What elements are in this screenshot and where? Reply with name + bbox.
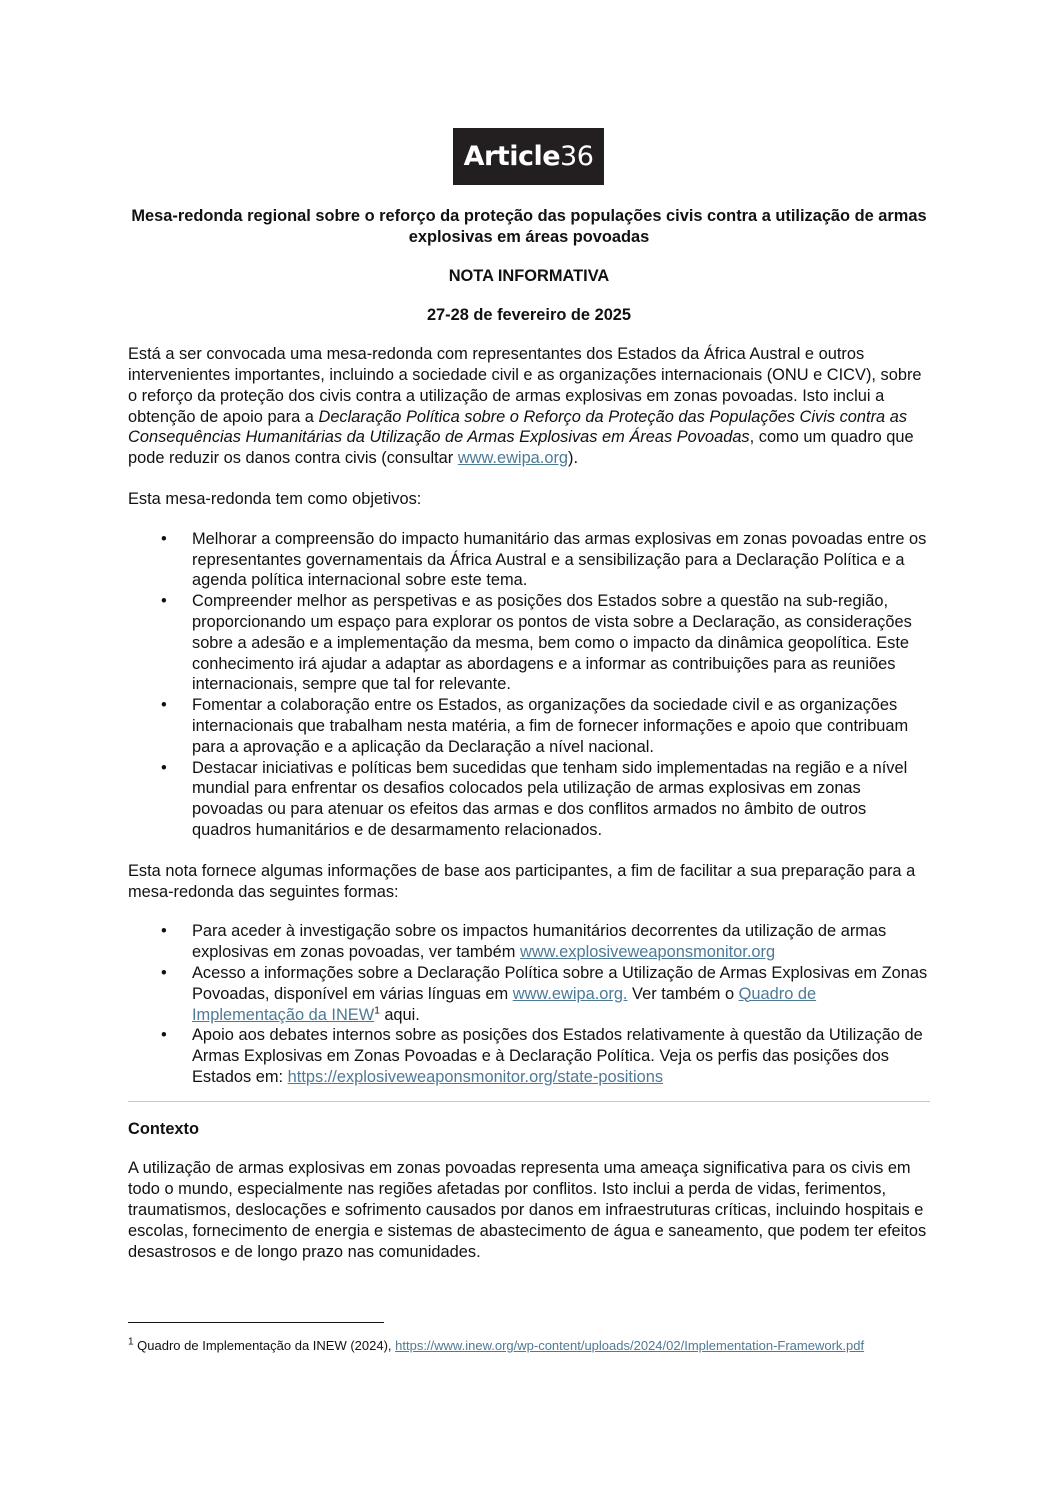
ewipa-link[interactable]: www.ewipa.org bbox=[457, 449, 569, 468]
resource-1-text: Para aceder à investigação sobre os impactos humanitários decorrentes da utilização de armas explosivas em zonas povoadas, ver também bbox=[192, 922, 887, 962]
document-title: Mesa-redonda regional sobre o reforço da proteção das populações civis contra a utilização de armas explosivas em áreas povoadas bbox=[131, 207, 927, 246]
list-item bbox=[128, 1025, 930, 1087]
resource-2-end: aqui. bbox=[379, 1005, 420, 1024]
state-positions-link[interactable]: https://explosiveweaponsmonitor.org/state-positions bbox=[287, 1067, 664, 1086]
inew-framework-link[interactable]: Quadro de Implementação da INEW bbox=[192, 984, 817, 1024]
ewipa-link-2[interactable]: www.ewipa.org. bbox=[512, 984, 628, 1003]
document-date: 27-28 de fevereiro de 2025 bbox=[426, 306, 632, 325]
resource-2-mid: Ver também o bbox=[627, 984, 739, 1003]
list-item: • Destacar iniciativas e políticas bem sucedidas que tenham sido implementadas na região e a nível mundial para enfrentar os desafios colocados pela utilização de armas explosivas em zonas povoadas ou para atenuar os efeitos das armas e dos conflitos armados no âmbito de outros quadros humanitários e de desarmamento relacionados. bbox=[128, 758, 930, 841]
objectives-lead: Esta mesa-redonda tem como objetivos: bbox=[128, 489, 422, 508]
note-lead: Esta nota fornece algumas informações de base aos participantes, a fim de facilitar a sua preparação para a mesa-redonda das seguintes formas: bbox=[128, 861, 916, 901]
resources-list bbox=[128, 921, 930, 1087]
logo-light-text: 36 bbox=[560, 141, 594, 172]
footnote-text: Quadro de Implementação da INEW (2024), bbox=[133, 1338, 396, 1353]
footnote-number: 1 bbox=[128, 1336, 134, 1348]
resource-2-text: Acesso a informações sobre a Declaração Política sobre a Utilização de Armas Explosivas em Zonas Povoadas, disponível em várias línguas em bbox=[192, 963, 928, 1003]
list-item: • Melhorar a compreensão do impacto humanitário das armas explosivas em zonas povoadas entre os representantes governamentais da África Austral e a sensibilização para a Declaração Política e a agenda política internacional sobre este tema. bbox=[128, 529, 930, 591]
intro-paragraph bbox=[128, 344, 930, 469]
resource-3-text: Apoio aos debates internos sobre as posições dos Estados relativamente à questão da Utilização de Armas Explosivas em Zonas Povoadas e à Declaração Política. Veja os perfis das posições dos Estados em: bbox=[192, 1026, 923, 1086]
footnote bbox=[128, 1337, 930, 1354]
footnote-divider bbox=[128, 1322, 384, 1323]
context-paragraph: A utilização de armas explosivas em zonas povoadas representa uma ameaça significativa para os civis em todo o mundo, especialmente nas regiões afetadas por conflitos. Isto inclui a perda de vidas, ferimentos, traumatismos, deslocações e sofrimento causados por danos em infraestruturas críticas, incluindo hospitais e escolas, fornecimento de energia e sistemas de abastecimento de água e saneamento, que podem ter efeitos desastrosos e de longo prazo nas comunidades. bbox=[128, 1159, 927, 1261]
section-divider bbox=[128, 1101, 930, 1102]
inew-pdf-link[interactable]: https://www.inew.org/wp-content/uploads/2024/02/Implementation-Framework.pdf bbox=[395, 1338, 865, 1353]
intro-text-3: ). bbox=[568, 449, 579, 468]
logo-bold-text: Article bbox=[463, 141, 561, 172]
list-item bbox=[128, 921, 930, 963]
intro-text-2: , como um quadro que pode reduzir os danos contra civis (consultar bbox=[128, 428, 914, 468]
list-item: • Compreender melhor as perspetivas e as posições dos Estados sobre a questão na sub-região, proporcionando um espaço para explorar os pontos de vista sobre a Declaração, as considerações sobre a adesão e a implementação da mesma, bem como o impacto da dinâmica geopolítica. Este conhecimento irá ajudar a adaptar as abordagens e a informar as contribuições para as reuniões internacionais, sempre que tal for relevante. bbox=[128, 591, 930, 695]
explosive-weapons-monitor-link[interactable]: www.explosiveweaponsmonitor.org bbox=[519, 943, 776, 962]
list-item: • Fomentar a colaboração entre os Estados, as organizações da sociedade civil e as organizações internacionais que trabalham nesta matéria, a fim de fornecer informações e apoio que contribuam para a aprovação e a aplicação da Declaração a nível nacional. bbox=[128, 695, 930, 757]
intro-text-1: Está a ser convocada uma mesa-redonda com representantes dos Estados da África Austral e outros intervenientes importantes, incluindo a sociedade civil e as organizações internacionais (ONU e CICV), sobre o reforço da proteção dos civis contra a utilização de armas explosivas em zonas povoadas. Isto inclui a obtenção de apoio para a bbox=[128, 345, 922, 426]
footnote-ref: 1 bbox=[374, 1005, 380, 1017]
list-item bbox=[128, 963, 930, 1025]
article36-logo bbox=[453, 128, 604, 185]
document-body bbox=[128, 206, 930, 1262]
context-heading: Contexto bbox=[128, 1119, 200, 1138]
objectives-list bbox=[128, 529, 930, 841]
intro-declaration-title: Declaração Política sobre o Reforço da Proteção das Populações Civis contra as Consequências Humanitárias da Utilização de Armas Explosivas em Áreas Povoadas bbox=[128, 407, 908, 447]
document-subtitle: NOTA INFORMATIVA bbox=[448, 266, 610, 285]
